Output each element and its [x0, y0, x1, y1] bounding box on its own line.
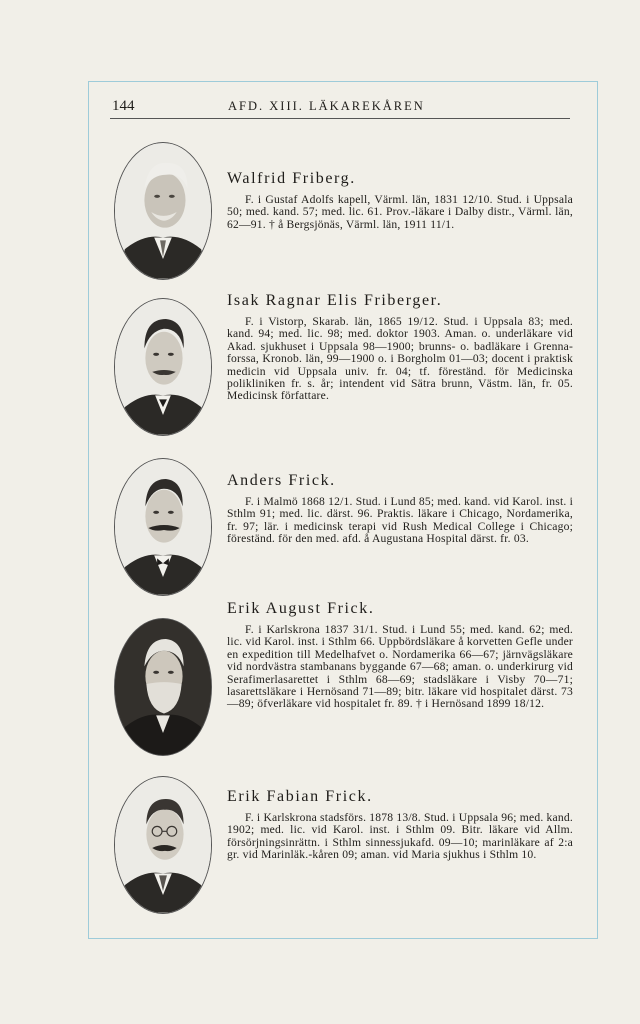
biography-text: F. i Gustaf Adolfs kapell, Värml. län, 1831 12/10. Stud. i Uppsala 50; med. kand. 57; med. lic. 61. Prov.-läkare i Dalby distr., Värml. län, 62—91. † å Bergsjönäs, Värml. län, 1911 11/1.	[227, 193, 573, 231]
person-name: Erik August Frick.	[227, 600, 375, 617]
page-number: 144	[112, 98, 135, 114]
portrait-photo	[114, 458, 212, 596]
person-name: Isak Ragnar Elis Friberger.	[227, 292, 443, 309]
biography-text: F. i Karlskrona 1837 31/1. Stud. i Lund 55; med. kand. 62; med. lic. vid Karol. inst. i Sthlm 66. Uppbördsläkare å korvetten Gefle under en expedition till Medelhafvet o. Nordamerika 66—67; järnvägsläkare vid nordvästra stambanans byggande 67—68; aman. o. underkirurg vid Serafimerlasarettet i Sthlm 68—69; stadsläkare i Visby 70—71; lasarettsläkare i Hernösand 71—89; bitr. läkare vid hospitalet därst. 73—89; öfverläkare vid hospitalet fr. 89. † i Hernösand 1899 18/12.	[227, 623, 573, 711]
header-rule	[110, 118, 570, 119]
portrait-photo	[114, 776, 212, 914]
running-head: AFD. XIII. LÄKAREKÅREN	[228, 99, 425, 113]
biography-entry	[110, 458, 580, 598]
person-name: Anders Frick.	[227, 472, 336, 489]
biography-entry	[110, 600, 580, 758]
biography-text: F. i Karlskrona stadsförs. 1878 13/8. Stud. i Uppsala 96; med. kand. 1902; med. lic. vid Karol. inst. i Sthlm 09. Bitr. läkare vid Allm. försörjningsinrättn. i Sthlm sinnessjukafd. 09—10; marinläkare af 2:a gr. vid Marinläk.-kåren 09; aman. vid Maria sjukhus i Sthlm 10.	[227, 811, 573, 862]
biography-entry	[110, 142, 580, 282]
biography-text: F. i Malmö 1868 12/1. Stud. i Lund 85; med. kand. vid Karol. inst. i Sthlm 91; med. lic. därst. 96. Praktis. läkare i Chicago, Nordamerika, fr. 97; lär. i medicinsk terapi vid Rush Medical College i Chicago; föreständ. för den med. afd. å Augustana Hospital därst. fr. 03.	[227, 495, 573, 546]
person-name: Erik Fabian Frick.	[227, 788, 373, 805]
portrait-illustration	[115, 459, 211, 595]
biography-entry	[110, 292, 580, 438]
portrait-illustration	[115, 619, 211, 755]
biography-text: F. i Vistorp, Skarab. län, 1865 19/12. Stud. i Uppsala 83; med. kand. 94; med. lic. 98; med. doktor 1903. Aman. o. underläkare vid Akad. sjukhuset i Uppsala 98—1900; brunns- o. badläkare i Grenna-forssa, Kronob. län, 99—1900 o. i Borgholm 01—03; docent i praktisk medicin vid Uppsala univ. fr. 04; tf. föreständ. för Medicinska polikliniken fr. s. år; intendent vid Sätra brunn, Västm. län, fr. 05. Medicinsk författare.	[227, 315, 573, 403]
portrait-illustration	[115, 299, 211, 435]
person-name: Walfrid Friberg.	[227, 170, 356, 187]
page-header	[110, 98, 570, 116]
portrait-illustration	[115, 143, 211, 279]
portrait-illustration	[115, 777, 211, 913]
portrait-photo	[114, 142, 212, 280]
portrait-photo	[114, 618, 212, 756]
biography-entry	[110, 776, 580, 916]
portrait-photo	[114, 298, 212, 436]
